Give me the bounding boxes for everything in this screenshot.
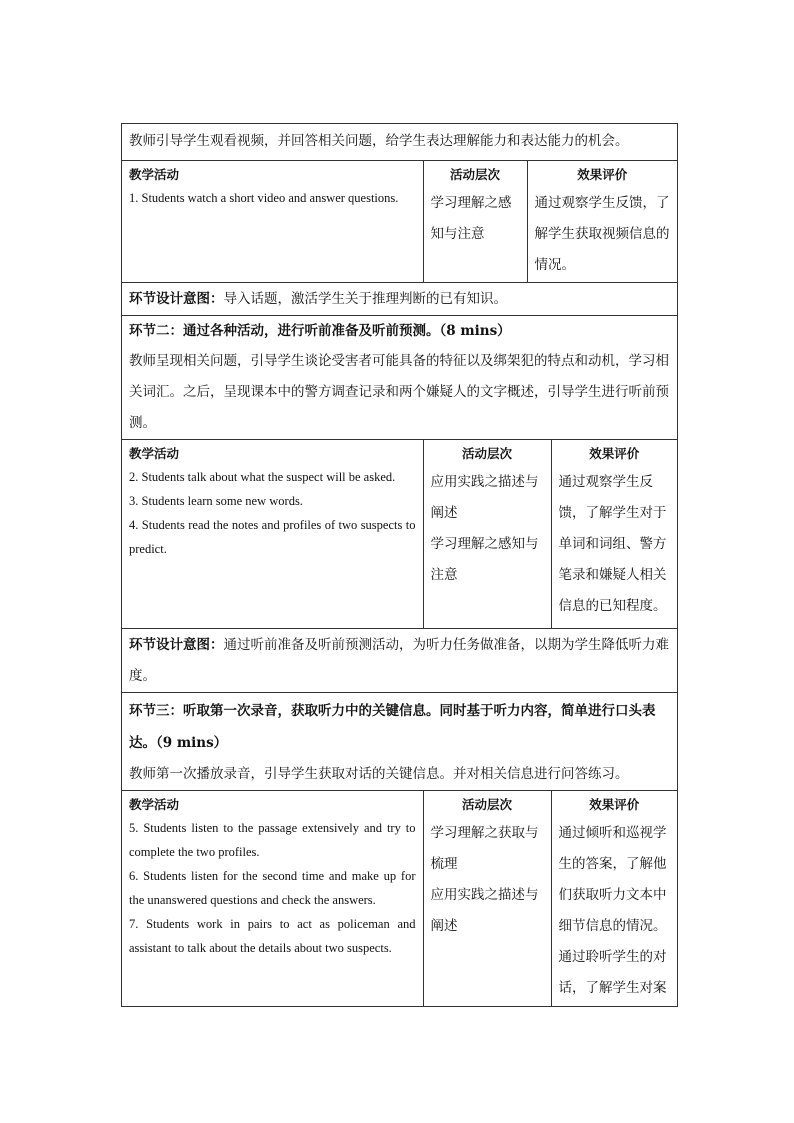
evaluation-cell: [551, 440, 677, 628]
section-text: 教师呈现相关问题，引导学生谈论受害者可能具备的特征以及绑架犯的特点和动机，学习相关词汇。之后，呈现课本中的警方调查记录和两个嫌疑人的文字概述，引导学生进行听前预测。: [129, 353, 669, 431]
activity-grid-1: [122, 161, 677, 282]
activity-grid-2: [122, 440, 677, 628]
section-title: 环节三：听取第一次录音，获取听力中的关键信息。同时基于听力内容，简单进行口头表达。（9 mins）: [129, 703, 656, 751]
design-label: 环节设计意图：: [129, 291, 224, 307]
level-cell: [423, 161, 527, 282]
evaluation-cell: [551, 791, 677, 1006]
activity-table-1: [121, 160, 678, 282]
design-label: 环节设计意图：: [129, 637, 224, 653]
design-text: 导入话题，激活学生关于推理判断的已有知识。: [223, 291, 507, 307]
evaluation-text: 通过观察学生反馈，了解学生对于单词和词组、警方笔录和嫌疑人相关信息的已知程度。: [558, 474, 667, 614]
level-item: 学习理解之感知与注意: [430, 536, 539, 583]
level-item: 学习理解之获取与梳理: [430, 825, 539, 872]
activity-header: 教学活动: [129, 797, 180, 812]
activity-table-3: [121, 790, 678, 1007]
evaluation-header: 效果评价: [577, 167, 628, 182]
intro-row: [121, 123, 678, 160]
activity-item: 4. Students read the notes and profiles of two suspects to predict.: [129, 518, 416, 556]
design-intent-2: [121, 628, 678, 692]
activity-cell: [122, 791, 423, 1006]
activity-item: 6. Students listen for the second time and make up for the unanswered questions and check the answers.: [129, 869, 416, 907]
activity-cell: [122, 440, 423, 628]
intro-text: 教师引导学生观看视频，并回答相关问题，给学生表达理解能力和表达能力的机会。: [129, 133, 629, 149]
activity-item: 3. Students learn some new words.: [129, 494, 303, 508]
lesson-plan: [121, 123, 678, 1007]
design-intent-1: [121, 282, 678, 315]
activity-header: 教学活动: [129, 446, 180, 461]
level-cell: [423, 440, 551, 628]
level-item: 学习理解之感知与注意: [430, 195, 512, 242]
section-2: [121, 315, 678, 439]
activity-table-2: [121, 439, 678, 628]
design-text: 通过听前准备及听前预测活动，为听力任务做准备，以期为学生降低听力难度。: [129, 637, 669, 684]
evaluation-header: 效果评价: [589, 797, 640, 812]
level-cell: [423, 791, 551, 1006]
level-header: 活动层次: [461, 446, 512, 461]
level-item: 应用实践之描述与阐述: [430, 474, 539, 521]
evaluation-cell: [527, 161, 677, 282]
level-header: 活动层次: [449, 167, 500, 182]
activity-item: 1. Students watch a short video and answer questions.: [129, 191, 399, 205]
section-text: 教师第一次播放录音，引导学生获取对话的关键信息。并对相关信息进行问答练习。: [129, 766, 629, 782]
activity-header: 教学活动: [129, 167, 180, 182]
level-header: 活动层次: [461, 797, 512, 812]
section-title: 环节二：通过各种活动，进行听前准备及听前预测。（8 mins）: [129, 323, 511, 339]
activity-item: 2. Students talk about what the suspect will be asked.: [129, 470, 396, 484]
activity-item: 5. Students listen to the passage extensively and try to complete the two profiles.: [129, 821, 416, 859]
evaluation-text: 通过倾听和巡视学生的答案，了解他们获取听力文本中细节信息的情况。通过聆听学生的对话，了解学生对案: [558, 825, 667, 996]
level-item: 应用实践之描述与阐述: [430, 887, 539, 934]
activity-grid-3: [122, 791, 677, 1006]
activity-cell: [122, 161, 423, 282]
section-3: [121, 692, 678, 790]
evaluation-text: 通过观察学生反馈，了解学生获取视频信息的情况。: [534, 195, 670, 273]
activity-item: 7. Students work in pairs to act as policeman and assistant to talk about the details about two suspects.: [129, 917, 416, 955]
evaluation-header: 效果评价: [589, 446, 640, 461]
